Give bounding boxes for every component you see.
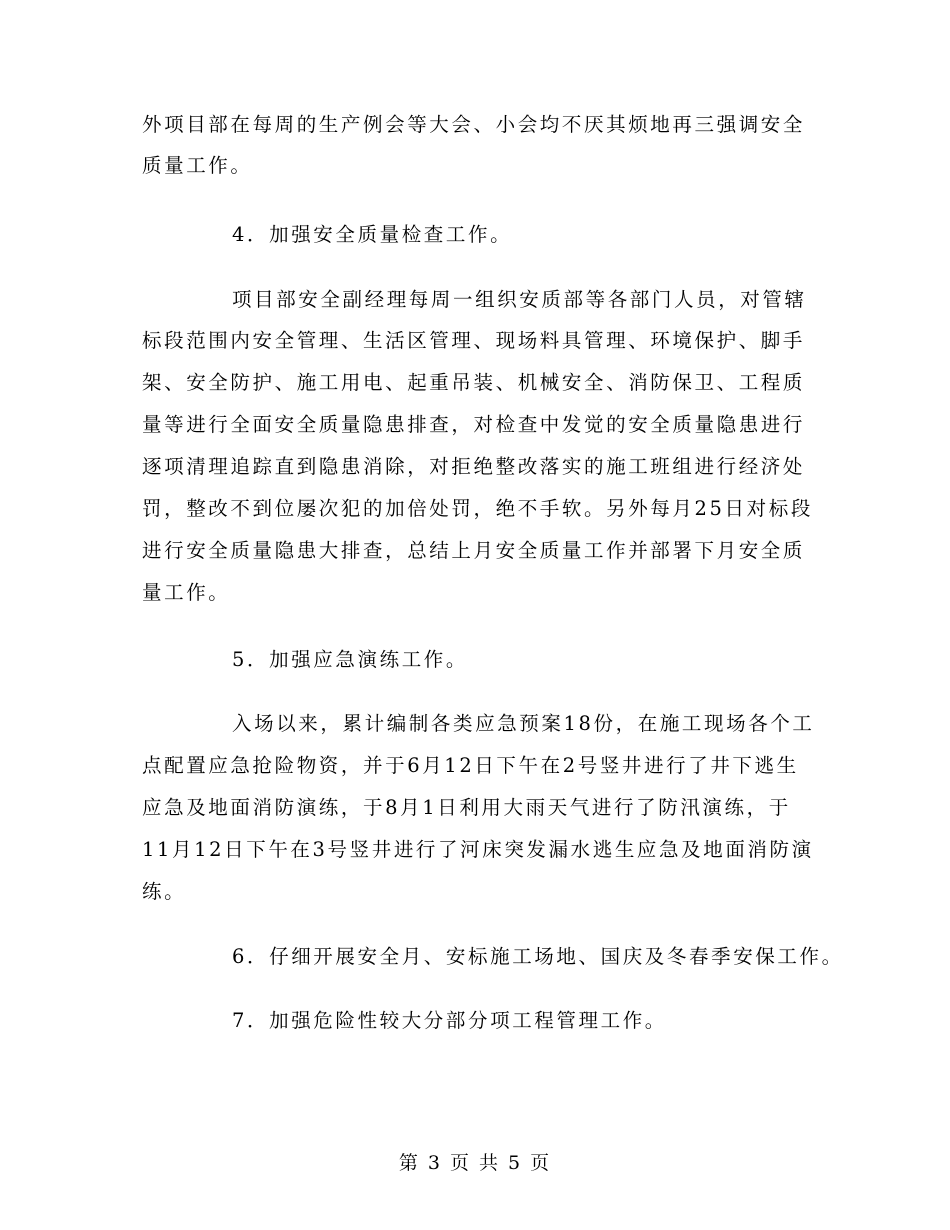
paragraph-line: 应急及地面消防演练，于8月1日利用大雨天气进行了防汛演练，于: [142, 796, 791, 819]
section-heading-5: 5．加强应急演练工作。: [232, 648, 469, 671]
page-number-footer: 第 3 页 共 5 页: [398, 1152, 552, 1174]
section-heading-7: 7．加强危险性较大分部分项工程管理工作。: [232, 1009, 667, 1032]
paragraph-line: 入场以来，累计编制各类应急预案18份，在施工现场各个工: [232, 712, 815, 735]
paragraph-line: 外项目部在每周的生产例会等大会、小会均不厌其烦地再三强调安全: [142, 113, 806, 136]
paragraph-line: 点配置应急抢险物资，并于6月12日下午在2号竖井进行了井下逃生: [142, 754, 799, 777]
paragraph-line: 量等进行全面安全质量隐患排查，对检查中发觉的安全质量隐患进行: [142, 413, 806, 436]
paragraph-line: 架、安全防护、施工用电、起重吊装、机械安全、消防保卫、工程质: [142, 371, 806, 394]
paragraph-line: 进行安全质量隐患大排查，总结上月安全质量工作并部署下月安全质: [142, 539, 806, 562]
paragraph-line: 质量工作。: [142, 154, 253, 177]
paragraph-line: 11月12日下午在3号竖井进行了河床突发漏水逃生应急及地面消防演: [142, 838, 814, 861]
paragraph-line: 逐项清理追踪直到隐患消除，对拒绝整改落实的施工班组进行经济处: [142, 455, 806, 478]
paragraph-line: 练。: [142, 880, 187, 903]
section-heading-6: 6．仔细开展安全月、安标施工场地、国庆及冬春季安保工作。: [232, 945, 844, 968]
paragraph-line: 项目部安全副经理每周一组织安质部等各部门人员，对管辖: [232, 288, 807, 311]
paragraph-line: 量工作。: [142, 581, 231, 604]
section-heading-4: 4．加强安全质量检查工作。: [232, 223, 513, 246]
paragraph-line: 标段范围内安全管理、生活区管理、现场料具管理、环境保护、脚手: [142, 329, 806, 352]
paragraph-line: 罚，整改不到位屡次犯的加倍处罚，绝不手软。另外每月25日对标段: [142, 497, 813, 520]
